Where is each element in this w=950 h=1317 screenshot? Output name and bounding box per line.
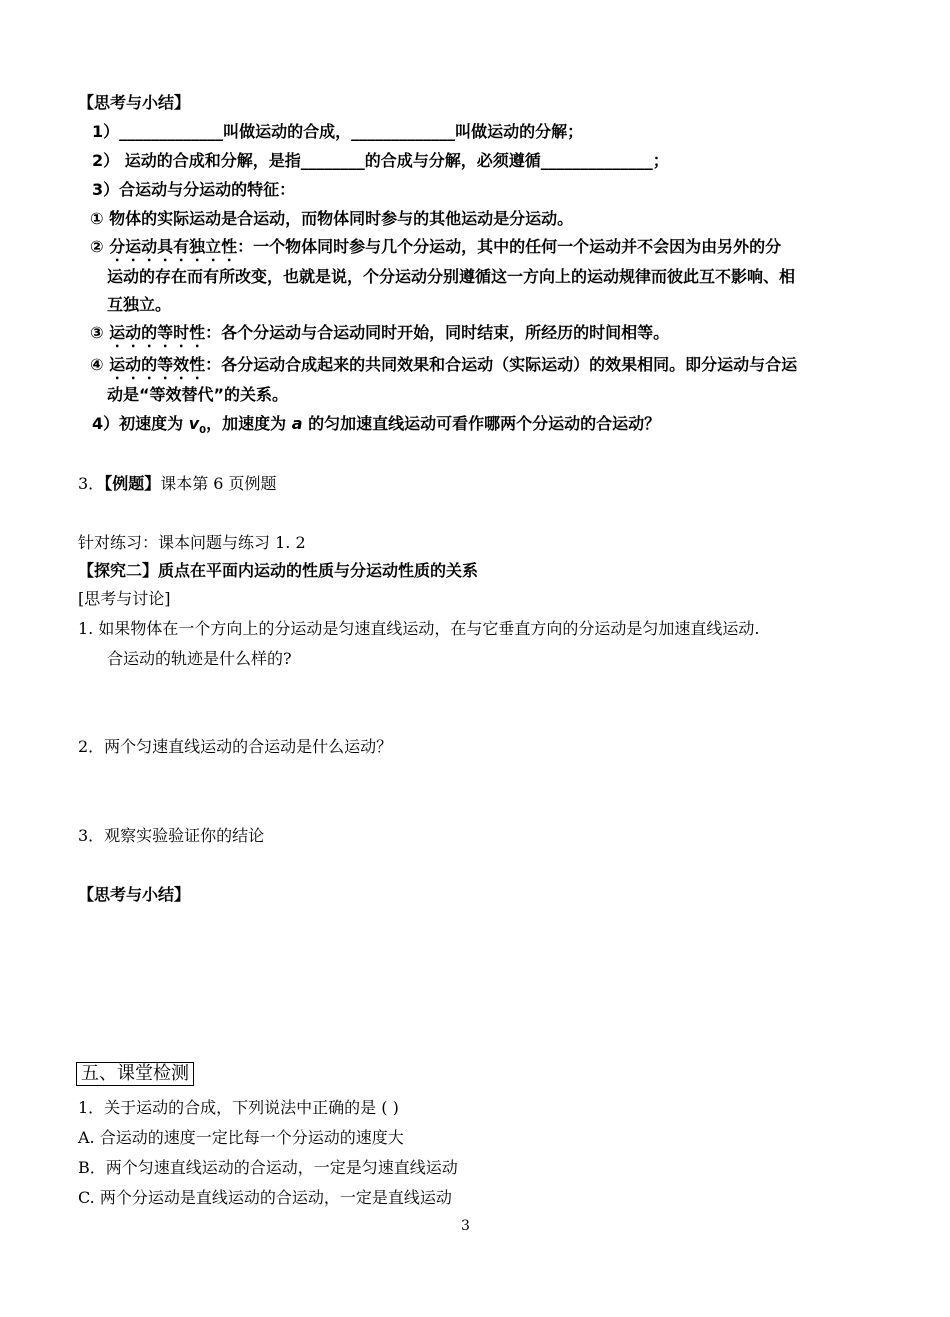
velocity-subscript: 0 — [199, 425, 207, 437]
feature-2-marker: ② — [90, 237, 110, 256]
item4-mid: ，加速度为 — [206, 414, 292, 433]
feature-3-term: 运动的等时性 — [109, 323, 206, 342]
feature-3 — [90, 323, 669, 351]
summary-item-3: 3）合运动与分运动的特征： — [92, 180, 296, 199]
acceleration-symbol: a — [291, 414, 303, 433]
item4-pre: 4）初速度为 — [92, 414, 189, 433]
summary-item-4 — [92, 414, 660, 441]
test-question-1: 1．关于运动的合成，下列说法中正确的是 ( ) — [78, 1098, 399, 1117]
option-b: B．两个匀速直线运动的合运动，一定是匀速直线运动 — [78, 1158, 458, 1177]
item4-post: 的匀加速直线运动可看作哪两个分运动的合运动？ — [302, 414, 661, 433]
feature-3-text: ：各个分运动与合运动同时开始，同时结束，所经历的时间相等。 — [205, 323, 670, 342]
feature-2-line2: 运动的存在而有所改变，也就是说，个分运动分别遵循这一方向上的运动规律而彼此互不影响、相 — [107, 267, 796, 286]
feature-4-marker: ④ — [90, 355, 110, 374]
feature-1: ① 物体的实际运动是合运动，而物体同时参与的其他运动是分运动。 — [90, 209, 574, 228]
feature-2-line3: 互独立。 — [107, 295, 172, 314]
question-1-line2: 合运动的轨迹是什么样的? — [107, 649, 292, 668]
example-number: 3． — [78, 474, 105, 493]
question-3: 3．观察实验验证你的结论 — [78, 826, 265, 845]
feature-2-text: ：一个物体同时参与几个分运动，其中的任何一个运动并不会因为由另外的分 — [237, 237, 782, 256]
discussion-label: [思考与讨论] — [78, 589, 171, 608]
example-label: 【例题】 — [104, 474, 161, 493]
practice-line: 针对练习：课本问题与练习 1. 2 — [78, 533, 306, 552]
section-5-title: 五、课堂检测 — [76, 1062, 194, 1086]
summary-heading-2: 【思考与小结】 — [78, 885, 191, 904]
velocity-symbol: v — [188, 414, 200, 433]
feature-4-line2: 动是“等效替代”的关系。 — [107, 385, 289, 404]
feature-2-term: 分运动具有独立性 — [109, 237, 238, 256]
feature-4-text: ：各分运动合成起来的共同效果和合运动（实际运动）的效果相同。即分运动与合运 — [205, 355, 798, 374]
summary-item-2: 2） 运动的合成和分解，是指________的合成与分解，必须遵循______________； — [92, 151, 669, 170]
example-text: 课本第 6 页例题 — [160, 474, 277, 493]
page-number: 3 — [461, 1218, 470, 1234]
feature-4-term: 运动的等效性 — [109, 355, 206, 374]
question-2: 2．两个匀速直线运动的合运动是什么运动？ — [78, 737, 393, 756]
explore2-heading: 【探究二】质点在平面内运动的性质与分运动性质的关系 — [78, 561, 479, 580]
feature-2 — [90, 237, 781, 265]
question-1: 1. 如果物体在一个方向上的分运动是匀速直线运动，在与它垂直方向的分运动是匀加速直线运动. — [78, 619, 760, 638]
feature-3-marker: ③ — [90, 323, 110, 342]
option-c: C. 两个分运动是直线运动的合运动，一定是直线运动 — [78, 1188, 452, 1207]
summary-heading: 【思考与小结】 — [78, 93, 191, 112]
summary-item-1: 1）_____________叫做运动的合成，_____________叫做运动的分解； — [92, 122, 584, 141]
option-a: A. 合运动的速度一定比每一个分运动的速度大 — [78, 1128, 404, 1147]
feature-4 — [90, 355, 797, 383]
example-line — [78, 474, 277, 494]
